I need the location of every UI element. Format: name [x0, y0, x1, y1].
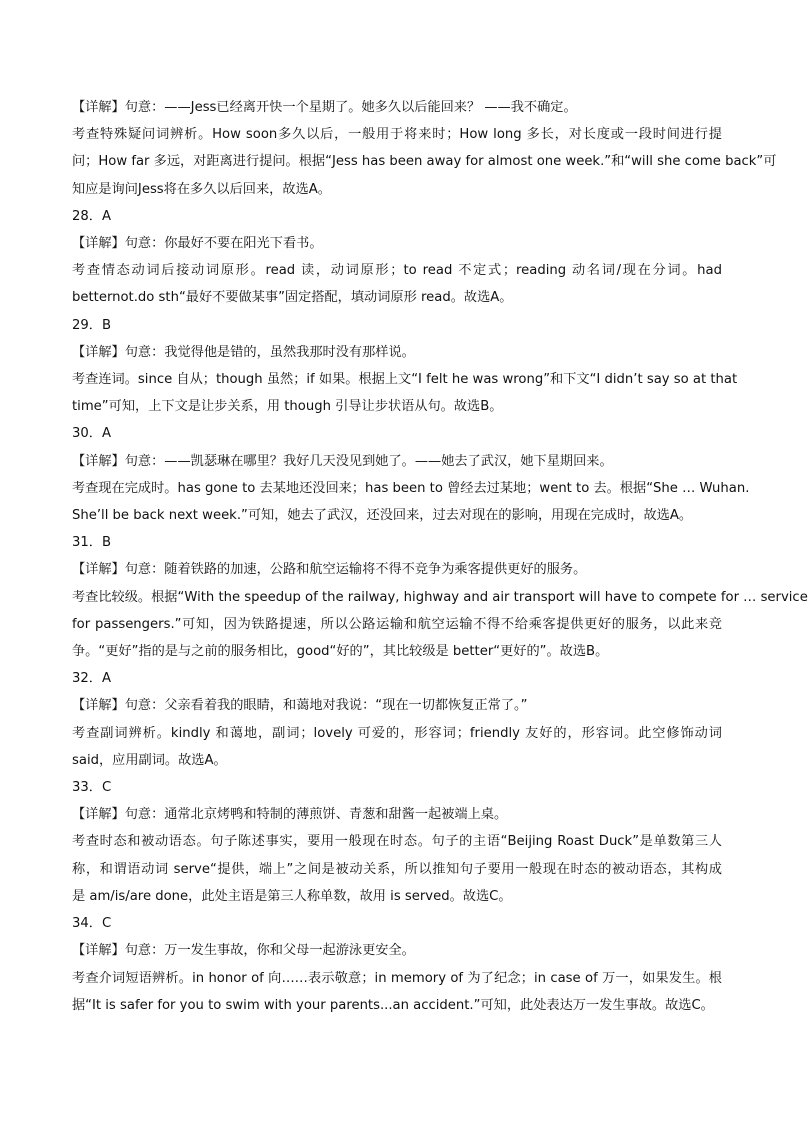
text-line: betternot.do sth“最好不要做某事”固定搭配，填动词原形 read。故选A。 — [72, 290, 513, 306]
text-line: 【详解】句意：——凯瑟琳在哪里？我好几天没见到她了。——她去了武汉，她下星期回来。 — [72, 453, 613, 469]
question-answer: 29．B — [72, 317, 112, 333]
question-answer: 33．C — [72, 780, 112, 796]
text-line: 【详解】句意：通常北京烤鸭和特制的薄煎饼、青葱和甜酱一起被端上桌。 — [72, 807, 508, 823]
question-answer: 28．A — [72, 208, 111, 224]
text-line: 知应是询问Jess将在多久以后回来，故选A。 — [72, 181, 331, 197]
text-line: 【详解】句意：我觉得他是错的，虽然我那时没有那样说。 — [72, 344, 415, 360]
text-line: 考查介词短语辨析。in honor of 向……表示敬意；in memory of 为了纪念；in case of 万一，如果发生。根 — [72, 970, 722, 986]
text-line: 称，和谓语动词 serve“提供，端上”之间是被动关系，所以推知句子要用一般现在时态的被动语态，其构成 — [72, 861, 722, 877]
question-answer: 32．A — [72, 671, 111, 687]
text-line: 问；How far 多远，对距离进行提问。根据“Jess has been away for almost one week.”和“will she come back”可 — [72, 154, 777, 170]
text-line: 考查连词。since 自从；though 虽然；if 如果。根据上文“I felt he was wrong”和下文“I didn’t say so at that — [72, 372, 738, 388]
text-line: 考查情态动词后接动词原形。read 读，动词原形；to read 不定式；reading 动名词/现在分词。had — [72, 263, 722, 279]
text-line: 【详解】句意：父亲看着我的眼睛，和蔼地对我说：“现在一切都恢复正常了。” — [72, 698, 528, 714]
text-line: 【详解】句意：——Jess已经离开快一个星期了。她多久以后能回来？ ——我不确定。 — [72, 100, 577, 115]
text-line: 据“It is safer for you to swim with your parents...an accident.”可知，此处表达万一发生事故。故选C。 — [72, 997, 714, 1013]
text-line: 是 am/is/are done，此处主语是第三人称单数，故用 is served。故选C。 — [72, 888, 512, 904]
answer-explanations — [72, 94, 808, 1019]
text-line: time”可知，上下文是让步关系，用 though 引导让步状语从句。故选B。 — [72, 399, 503, 415]
question-answer: 34．C — [72, 916, 112, 932]
text-line: 【详解】句意：万一发生事故，你和父母一起游泳更安全。 — [72, 943, 415, 959]
text-line: 考查时态和被动语态。句子陈述事实，要用一般现在时态。句子的主语“Beijing Roast Duck”是单数第三人 — [72, 834, 722, 850]
text-line: for passengers.”可知，因为铁路提速，所以公路运输和航空运输不得不给乘客提供更好的服务，以此来竞 — [72, 616, 722, 632]
text-line: 争。“更好”指的是与之前的服务相比，good“好的”，其比较级是 better“更好的”。故选B。 — [72, 644, 609, 660]
text-line: 考查比较级。根据“With the speedup of the railway, highway and air transport will have to compete for … service — [72, 589, 808, 605]
text-line: She’ll be back next week.”可知，她去了武汉，还没回来，过去对现在的影响，用现在完成时，故选A。 — [72, 508, 693, 524]
text-line: 考查特殊疑问词辨析。How soon多久以后，一般用于将来时；How long 多长，对长度或一段时间进行提 — [72, 127, 722, 143]
question-answer: 30．A — [72, 426, 111, 442]
text-line: said，应用副词。故选A。 — [72, 752, 227, 768]
text-line: 考查现在完成时。has gone to 去某地还没回来；has been to 曾经去过某地；went to 去。根据“She … Wuhan. — [72, 480, 750, 496]
text-line: 【详解】句意：随着铁路的加速，公路和航空运输将不得不竞争为乘客提供更好的服务。 — [72, 562, 587, 578]
text-line: 【详解】句意：你最好不要在阳光下看书。 — [72, 236, 323, 252]
text-line: 考查副词辨析。kindly 和蔼地，副词；lovely 可爱的，形容词；friendly 友好的，形容词。此空修饰动词 — [72, 725, 722, 741]
question-answer: 31．B — [72, 535, 112, 551]
